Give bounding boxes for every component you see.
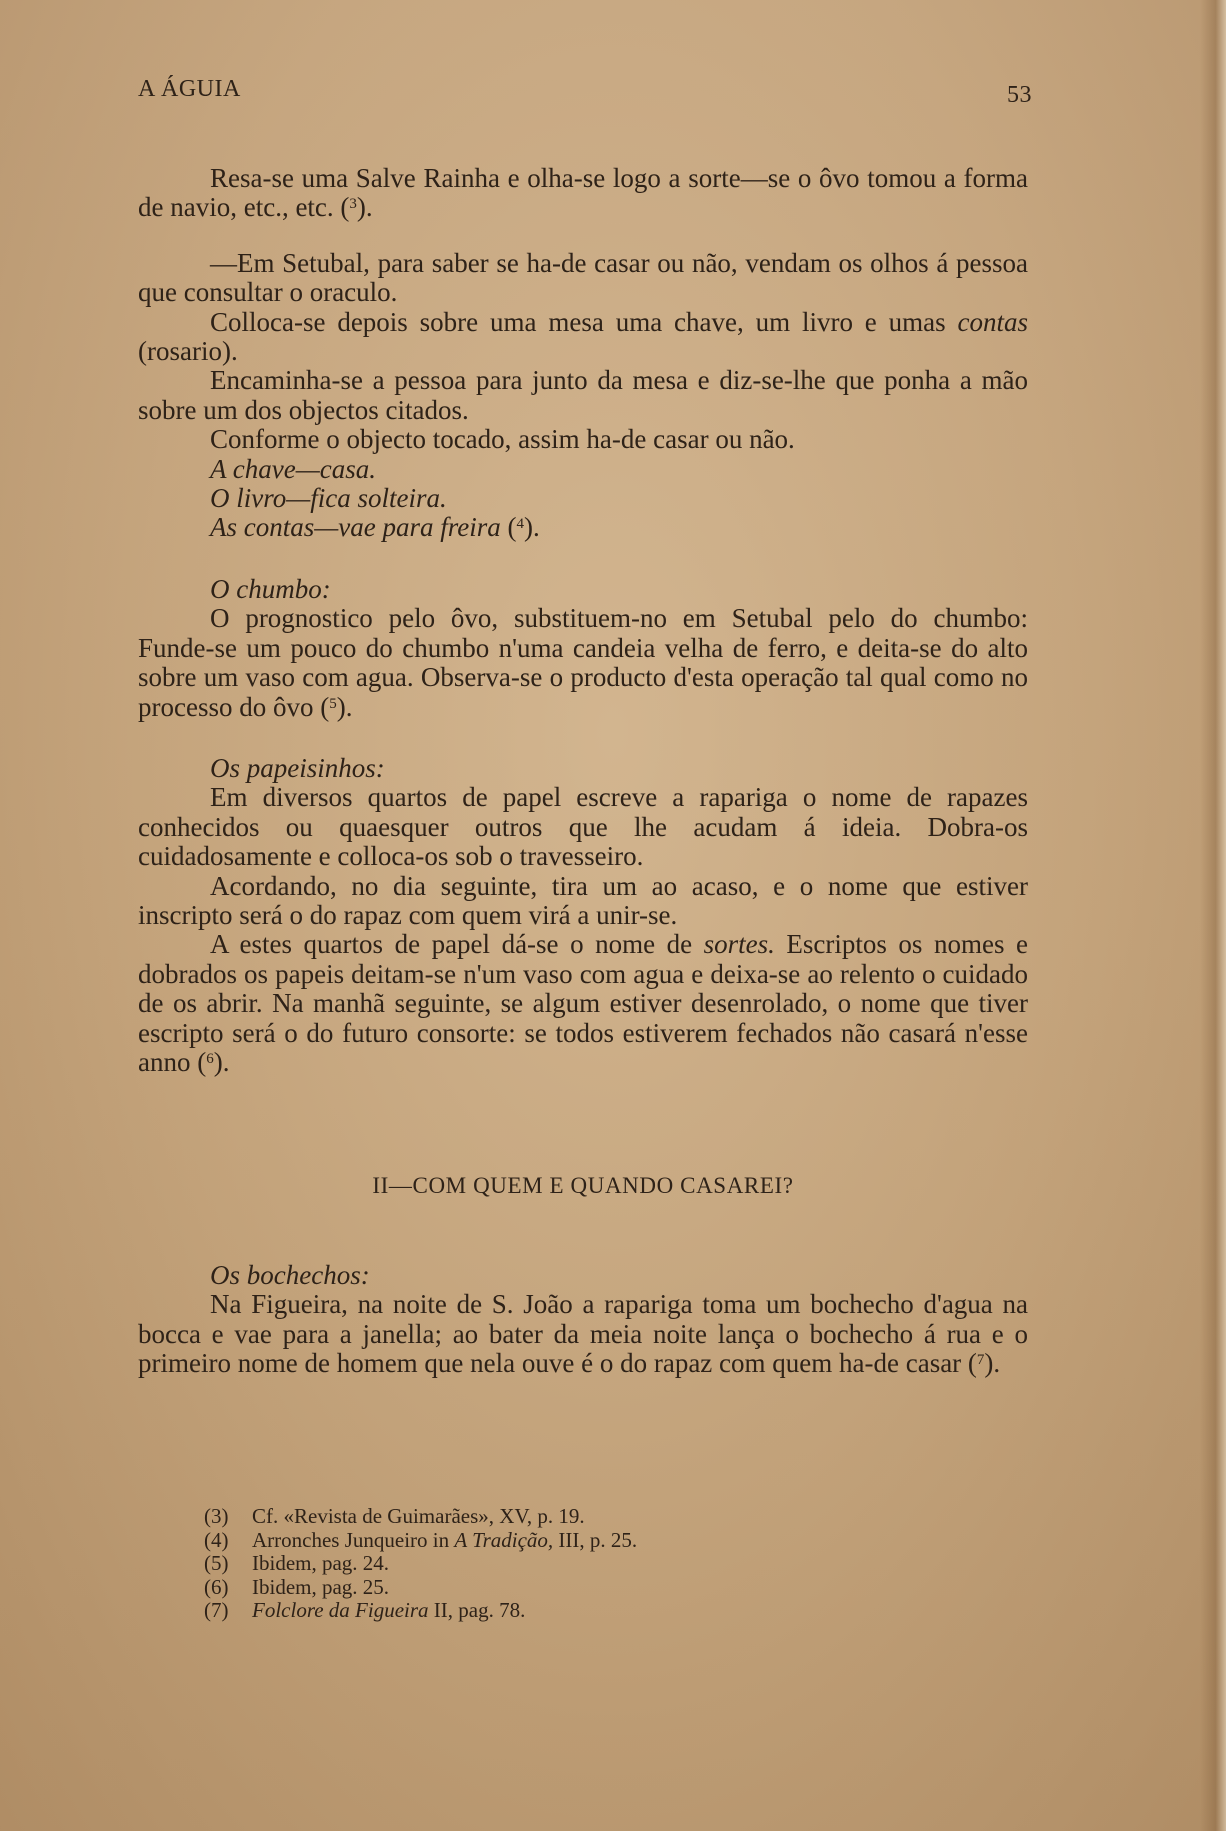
main-text (138, 164, 1028, 1378)
paragraph-chumbo: O prognostico pelo ôvo, substituem-no em Setubal pelo do chumbo: Funde-se um pouco do chumbo n'uma candeia velha de ferro, e deita-se do alto sobre um vaso com agua. Observa-se o producto d'esta operação tal qual como no processo do ôvo ($^5$). (138, 603, 1028, 722)
footnote: (7) Folclore da Figueira II, pag. 78. (204, 1598, 526, 1622)
footnote-ref: 4 (516, 516, 524, 533)
list-item-chave: A chave—casa. (210, 453, 376, 484)
page-edge-shadow (1200, 0, 1226, 1831)
subheading-papeisinhos: Os papeisinhos: (210, 752, 385, 783)
footnote-ref: 5 (329, 695, 337, 712)
journal-title: A ÁGUIA (138, 76, 241, 102)
paragraph-papeisinhos: Em diversos quartos de papel escreve a rapariga o nome de rapazes conhecidos ou quaesquer outros que lhe acudam á ideia. Dobra-os cuidadosamente e colloca-os sob o travesseiro. (138, 782, 1028, 872)
footnote: (4) Arronches Junqueiro in A Tradição, III, p. 25. (204, 1527, 638, 1552)
subheading-chumbo: O chumbo: (210, 573, 331, 604)
paragraph-sortes: A estes quartos de papel dá-se o nome de sortes. Escriptos os nomes e dobrados os papeis deitam-se n'um vaso com agua e deixa-se ao relento o cuidado de os abrir. Na manhã seguinte, se algum estiver desenrolado, o nome que tiver escripto será o do futuro consorte: se todos estiverem fechados não casará n'esse anno ($^6$). (138, 929, 1028, 1077)
footnote-ref: 7 (976, 1352, 985, 1368)
footnotes (204, 1505, 904, 1623)
paragraph-colloca: Colloca-se depois sobre uma mesa uma chave, um livro e umas contas (rosario). (138, 306, 1028, 367)
footnote-ref: 6 (206, 1050, 214, 1067)
page-number: 53 (1007, 82, 1032, 108)
paragraph-acordando: Acordando, no dia seguinte, tira um ao acaso, e o nome que estiver inscripto será o do rapaz com quem virá a unir-se. (138, 870, 1028, 930)
list-item-contas: As contas—vae para freira ($^4$). (210, 512, 540, 543)
paragraph-salve-rainha: Resa-se uma Salve Rainha e olha-se logo a sorte—se o ôvo tomou a forma de navio, etc., etc. ($^3$). (138, 163, 1028, 223)
paragraph-encaminha: Encaminha-se a pessoa para junto da mesa e diz-se-lhe que ponha a mão sobre um dos objectos citados. (138, 365, 1028, 425)
subheading-bochechos: Os bochechos: (210, 1259, 370, 1290)
footnote: (6) Ibidem, pag. 25. (204, 1574, 390, 1599)
paragraph-bochechos: Na Figueira, na noite de S. João a rapariga toma um bochecho d'agua na bocca e vae para a janella; ao bater da meia noite lança o bochecho á rua e o primeiro nome de homem que nela ouve é o do rapaz com quem ha-de casar ($^7$). (138, 1289, 1028, 1378)
footnote: (3) Cf. «Revista de Guimarães», XV, p. 19. (204, 1504, 585, 1528)
footnote: (5) Ibidem, pag. 24. (204, 1551, 390, 1575)
running-head (138, 76, 1032, 110)
paragraph-setubal: —Em Setubal, para saber se ha-de casar ou não, vendam os olhos á pessoa que consultar o oraculo. (138, 247, 1028, 308)
list-item-livro: O livro—fica solteira. (210, 483, 447, 514)
section-heading: II—COM QUEM E QUANDO CASAREI? (372, 1173, 794, 1199)
footnote-ref: 3 (349, 196, 357, 213)
paragraph-conforme: Conforme o objecto tocado, assim ha-de casar ou não. (210, 424, 795, 455)
